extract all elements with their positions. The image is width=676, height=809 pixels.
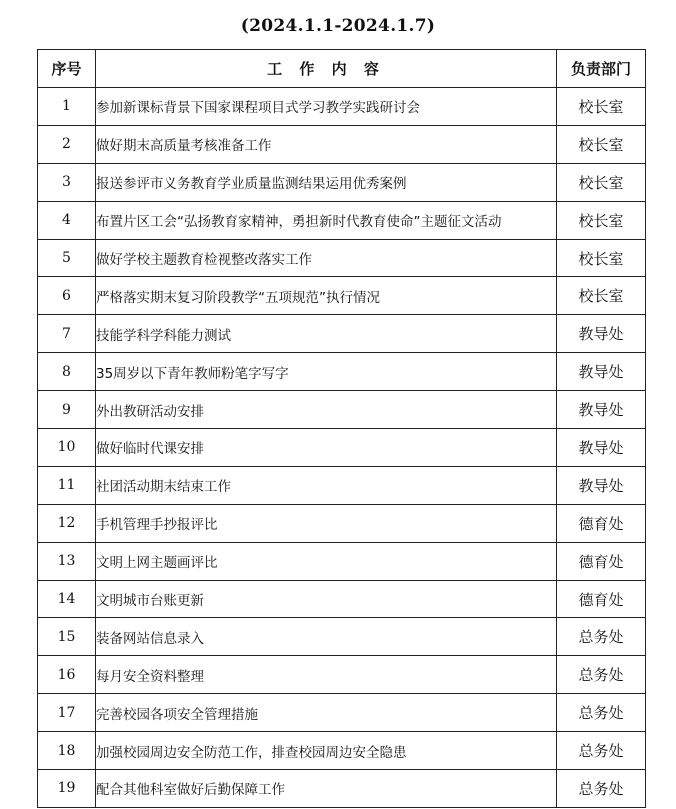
row-number: 13: [38, 542, 96, 580]
table-row: [38, 239, 646, 277]
table-row: [38, 732, 646, 770]
row-content: 做好学校主题教育检视整改落实工作: [96, 239, 557, 277]
row-number: 11: [38, 466, 96, 504]
row-content: 完善校园各项安全管理措施: [96, 694, 557, 732]
table-row: [38, 125, 646, 163]
table-row: [38, 277, 646, 315]
table-row: [38, 466, 646, 504]
row-content: 社团活动期末结束工作: [96, 466, 557, 504]
table-row: [38, 353, 646, 391]
table-row: [38, 429, 646, 467]
row-content: 加强校园周边安全防范工作，排查校园周边安全隐患: [96, 732, 557, 770]
row-number: 12: [38, 504, 96, 542]
row-number: 17: [38, 694, 96, 732]
row-number: 3: [38, 163, 96, 201]
row-department: 校长室: [557, 125, 646, 163]
row-number: 16: [38, 656, 96, 694]
table-row: [38, 694, 646, 732]
row-number: 19: [38, 770, 96, 808]
table-row: [38, 542, 646, 580]
row-content: 每月安全资料整理: [96, 656, 557, 694]
row-content: 做好期末高质量考核准备工作: [96, 125, 557, 163]
row-department: 总务处: [557, 770, 646, 808]
row-content: 参加新课标背景下国家课程项目式学习教学实践研讨会: [96, 88, 557, 126]
row-number: 7: [38, 315, 96, 353]
row-number: 15: [38, 618, 96, 656]
row-department: 教导处: [557, 353, 646, 391]
row-number: 8: [38, 353, 96, 391]
row-department: 德育处: [557, 504, 646, 542]
table-row: [38, 163, 646, 201]
row-department: 校长室: [557, 88, 646, 126]
table-header-row: [38, 50, 646, 88]
row-number: 1: [38, 88, 96, 126]
header-number: 序号: [38, 50, 96, 88]
table-row: [38, 504, 646, 542]
row-number: 14: [38, 580, 96, 618]
row-department: 教导处: [557, 315, 646, 353]
row-content: 做好临时代课安排: [96, 429, 557, 467]
row-number: 5: [38, 239, 96, 277]
header-content: 工 作 内 容: [96, 50, 557, 88]
row-department: 教导处: [557, 466, 646, 504]
row-number: 6: [38, 277, 96, 315]
row-content: 文明城市台账更新: [96, 580, 557, 618]
row-content: 布置片区工会“弘扬教育家精神，勇担新时代教育使命”主题征文活动: [96, 201, 557, 239]
row-department: 校长室: [557, 277, 646, 315]
row-number: 4: [38, 201, 96, 239]
row-content: 35周岁以下青年教师粉笔字写字: [96, 353, 557, 391]
row-content: 报送参评市义务教育学业质量监测结果运用优秀案例: [96, 163, 557, 201]
row-department: 总务处: [557, 618, 646, 656]
row-department: 德育处: [557, 542, 646, 580]
table-row: [38, 88, 646, 126]
row-department: 校长室: [557, 239, 646, 277]
row-content: 严格落实期末复习阶段教学“五项规范”执行情况: [96, 277, 557, 315]
header-department: 负责部门: [557, 50, 646, 88]
table-row: [38, 315, 646, 353]
row-department: 教导处: [557, 429, 646, 467]
row-number: 2: [38, 125, 96, 163]
table-row: [38, 656, 646, 694]
date-range-title: (2024.1.1-2024.1.7): [240, 16, 436, 36]
row-department: 教导处: [557, 391, 646, 429]
row-content: 装备网站信息录入: [96, 618, 557, 656]
row-content: 文明上网主题画评比: [96, 542, 557, 580]
row-number: 10: [38, 429, 96, 467]
row-content: 外出教研活动安排: [96, 391, 557, 429]
row-content: 手机管理手抄报评比: [96, 504, 557, 542]
row-number: 18: [38, 732, 96, 770]
row-department: 德育处: [557, 580, 646, 618]
row-department: 总务处: [557, 694, 646, 732]
row-content: 技能学科学科能力测试: [96, 315, 557, 353]
row-department: 校长室: [557, 201, 646, 239]
row-department: 校长室: [557, 163, 646, 201]
row-content: 配合其他科室做好后勤保障工作: [96, 770, 557, 808]
work-schedule-table: [37, 49, 646, 808]
table-row: [38, 391, 646, 429]
table-row: [38, 201, 646, 239]
table-row: [38, 580, 646, 618]
table-row: [38, 618, 646, 656]
row-department: 总务处: [557, 732, 646, 770]
row-number: 9: [38, 391, 96, 429]
table-row: [38, 770, 646, 808]
row-department: 总务处: [557, 656, 646, 694]
